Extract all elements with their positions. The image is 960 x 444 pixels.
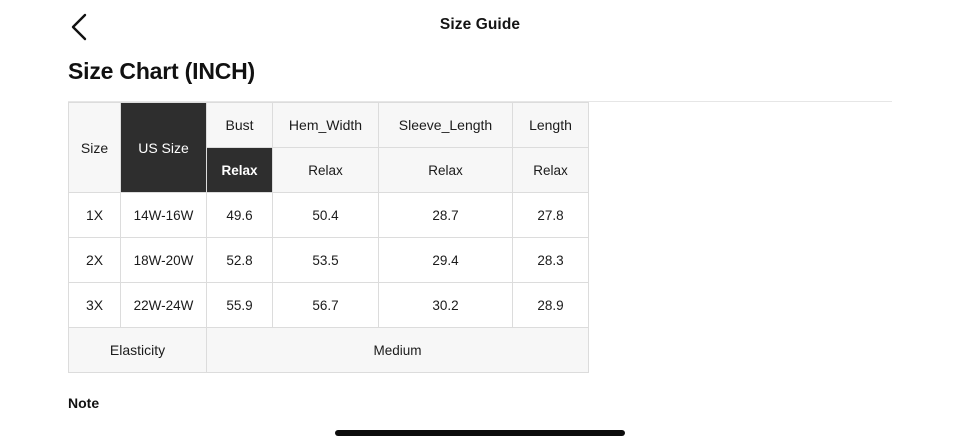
elasticity-row [69, 328, 589, 373]
row-sleeve-length: 28.7 [379, 193, 513, 238]
row-us-size: 22W-24W [121, 283, 207, 328]
header-us-size: US Size [121, 103, 207, 193]
header-bust: Bust [207, 103, 273, 148]
subheader-hem-width-relax: Relax [273, 148, 379, 193]
page-header-title: Size Guide [439, 16, 521, 33]
subheader-length-relax: Relax [513, 148, 589, 193]
row-hem-width: 53.5 [273, 238, 379, 283]
top-navigation-bar [0, 0, 960, 52]
subheader-bust-relax: Relax [207, 148, 273, 193]
elasticity-value: Medium [207, 328, 589, 373]
note-label: Note [68, 395, 100, 411]
table-row [69, 283, 589, 328]
header-size: Size [69, 103, 121, 193]
subheader-sleeve-length-relax: Relax [379, 148, 513, 193]
row-bust: 52.8 [207, 238, 273, 283]
page-title: Size Chart (INCH) [68, 58, 256, 84]
row-size-label: 2X [69, 238, 121, 283]
size-chart-table [68, 102, 589, 373]
elasticity-label: Elasticity [69, 328, 207, 373]
row-bust: 49.6 [207, 193, 273, 238]
header-sleeve-length: Sleeve_Length [379, 103, 513, 148]
home-indicator[interactable] [335, 430, 625, 436]
row-sleeve-length: 30.2 [379, 283, 513, 328]
bottom-mask [0, 414, 960, 444]
table-header-row [69, 103, 589, 148]
row-length: 27.8 [513, 193, 589, 238]
row-us-size: 18W-20W [121, 238, 207, 283]
row-size-label: 3X [69, 283, 121, 328]
table-row [69, 238, 589, 283]
row-length: 28.3 [513, 238, 589, 283]
row-sleeve-length: 29.4 [379, 238, 513, 283]
row-length: 28.9 [513, 283, 589, 328]
row-us-size: 14W-16W [121, 193, 207, 238]
header-hem-width: Hem_Width [273, 103, 379, 148]
row-hem-width: 56.7 [273, 283, 379, 328]
size-chart-container [68, 102, 588, 373]
row-bust: 55.9 [207, 283, 273, 328]
row-size-label: 1X [69, 193, 121, 238]
table-row [69, 193, 589, 238]
row-hem-width: 50.4 [273, 193, 379, 238]
header-length: Length [513, 103, 589, 148]
